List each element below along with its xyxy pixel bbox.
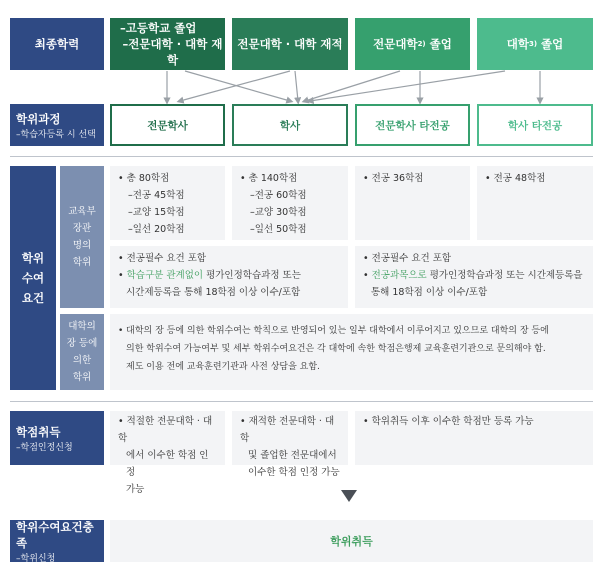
sublabel-line: 장관 [72, 223, 92, 234]
sublabel-line: 명의 [72, 240, 92, 251]
degree-acquired-box: 학위취득 [110, 520, 593, 562]
credit-cell-line: • 적절한 전문대학 · 대학 [118, 416, 213, 444]
credit-req-associate-other [355, 166, 470, 240]
degree-requirements-label [10, 166, 56, 390]
req-label-line: 학위 [21, 251, 45, 265]
degree-bachelor-other-major: 학사 타전공 [477, 104, 593, 146]
req-highlight: 학습구분 관계없이 [126, 270, 204, 281]
req-highlight: 전공과목으로 [371, 270, 427, 281]
degree-course-title: 학위과정 [16, 111, 61, 126]
education-box-suffix: 졸업 [537, 37, 564, 51]
req-line: • 전공필수 요건 포함 [118, 253, 207, 264]
education-box-line: –고등학교 졸업 [120, 21, 197, 35]
credit-cell-line: • 학위취득 이후 이수한 학점만 등록 가능 [363, 416, 534, 427]
degree-fulfilled-title: 학위수여요건충족 [16, 519, 94, 550]
credit-cell-2 [232, 411, 348, 478]
credit-item: –교양 15학점 [128, 207, 185, 218]
divider [10, 401, 593, 402]
credit-acquire-sub: –학점인정신청 [16, 442, 73, 453]
major-req-left [110, 246, 348, 308]
credit-item: –전공 45학점 [128, 190, 185, 201]
note-line: • 대학의 장 등에 의한 학위수여는 학칙으로 반영되어 있는 일부 대학에서 이루어지고 있으므로 대학의 장 등에 [118, 326, 549, 336]
req-rest: 평가인정학습과정 또는 시간제등록을 [426, 270, 583, 281]
sublabel-line: 대학의 [68, 321, 96, 332]
sublabel-line: 의한 [72, 355, 92, 366]
divider [10, 156, 593, 157]
sublabel-line: 학위 [72, 257, 92, 268]
credit-cell-line: • 재적한 전문대학 · 대학 [240, 416, 335, 444]
credit-item: –일선 20학점 [128, 224, 185, 235]
credit-total: • 전공 48학점 [485, 173, 546, 184]
degree-fulfilled-sub: –학위신청 [16, 553, 56, 564]
major-req-right [355, 246, 593, 308]
moe-degree-label [60, 166, 104, 308]
req-line: 시간제등록을 통해 18학점 이상 이수/포함 [126, 287, 301, 298]
degree-bachelor: 학사 [232, 104, 348, 146]
credit-item: –교양 30학점 [250, 207, 307, 218]
credit-cell-3 [355, 411, 593, 465]
credit-cell-line: 이수한 학점 인정 가능 [248, 467, 340, 478]
sublabel-line: 교육부 [68, 206, 96, 217]
req-line: • 학습구분 관계없이 평가인정학습과정 또는 [118, 270, 301, 281]
education-box-line: –전문대학 · 대학 재학 [122, 37, 223, 67]
credit-req-associate [110, 166, 225, 240]
down-arrow-icon [341, 490, 357, 502]
req-line: 통해 18학점 이상 이수/포함 [371, 287, 488, 298]
univ-degree-label [60, 314, 104, 390]
degree-associate: 전문학사 [110, 104, 225, 146]
req-rest: 평가인정학습과정 또는 [203, 270, 301, 281]
degree-associate-other-major: 전문학사 타전공 [355, 104, 470, 146]
footnote-mark: 3) [528, 40, 538, 48]
credit-cell-line: 및 졸업한 전문대에서 [248, 450, 337, 461]
credit-cell-1 [110, 411, 225, 495]
credit-acquire-label [10, 411, 104, 465]
education-box-enrolled: 전문대학 · 대학 재적 [232, 18, 348, 70]
credit-total: • 전공 36학점 [363, 173, 424, 184]
note-line: 의한 학위수여 가능여부 및 세부 학위수여요건은 각 대학에 속한 학점은행제 교육훈련기관으로 문의해야 함. [126, 344, 546, 354]
req-line: • 전공과목으로 평가인정학습과정 또는 시간제등록을 [363, 270, 583, 281]
degree-fulfilled-label [10, 520, 104, 562]
sublabel-line: 학위 [72, 372, 92, 383]
education-box-suffix: 졸업 [425, 37, 452, 51]
credit-item: –전공 60학점 [250, 190, 307, 201]
univ-degree-note [110, 314, 593, 390]
credit-acquire-title: 학점취득 [16, 424, 61, 439]
education-box-text: 대학 [506, 37, 529, 51]
credit-item: –일선 50학점 [250, 224, 307, 235]
credit-req-bachelor [232, 166, 348, 240]
flow-arrows [0, 0, 605, 110]
req-line: • 전공필수 요건 포함 [363, 253, 452, 264]
credit-cell-line: 에서 이수한 학점 인정 [126, 450, 209, 478]
credit-cell-line: 가능 [126, 484, 145, 495]
degree-course-sub: –학습자등록 시 선택 [16, 129, 96, 140]
credit-req-bachelor-other [477, 166, 593, 240]
degree-course-label [10, 104, 104, 146]
credit-total: • 총 80학점 [118, 173, 170, 184]
note-line: 제도 이용 전에 교육훈련기관과 사전 상담을 요함. [126, 362, 320, 372]
req-label-line: 수여 [21, 271, 45, 285]
education-box-text: 전문대학 [373, 37, 418, 51]
footnote-mark: 2) [417, 40, 426, 48]
final-education-label: 최종학력 [10, 18, 104, 70]
credit-total: • 총 140학점 [240, 173, 298, 184]
sublabel-line: 장 등에 [66, 338, 98, 349]
req-label-line: 요건 [21, 291, 45, 305]
